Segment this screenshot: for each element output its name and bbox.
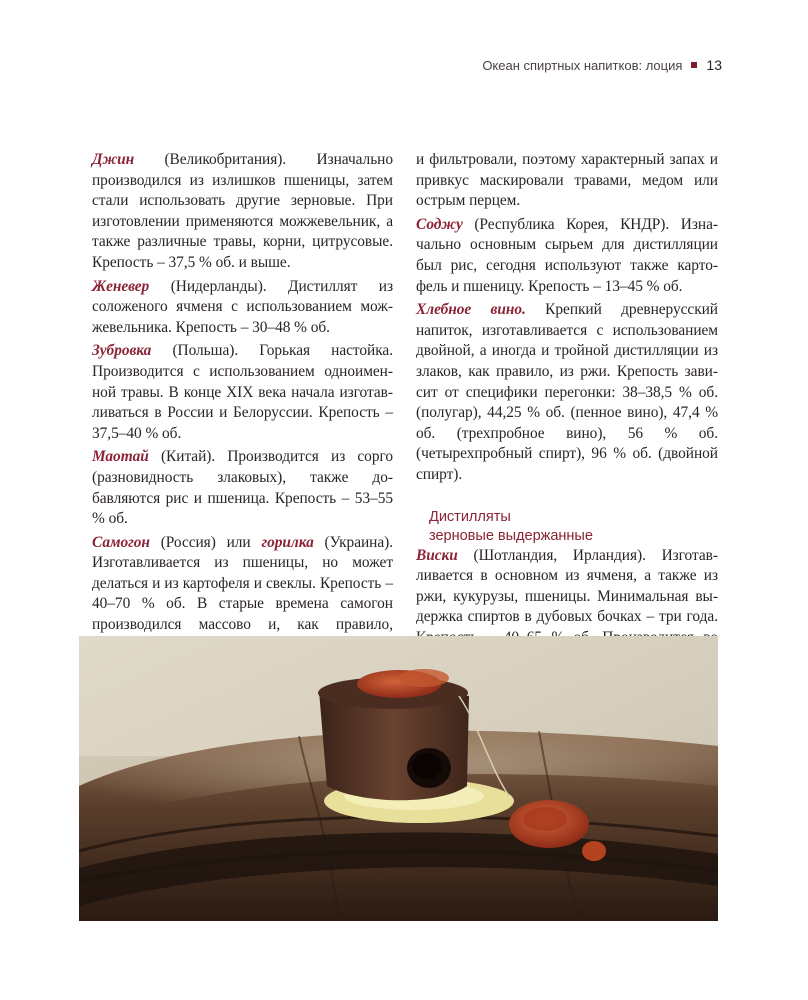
entry-term: Виски [416, 546, 458, 564]
entry-term: Маотай [92, 448, 149, 466]
entry-text: (Шотландия, Ирландия). Изготавливается в основном из ячменя, а также из ржи, кукурузы, пшеницы. Минимальная выдержка спиртов в дубовых бочках – три года. [416, 546, 718, 626]
left-column [92, 150, 393, 656]
entry-term: Джин [92, 151, 135, 168]
entry-term: горилка [261, 533, 314, 551]
section-heading-line2: зерновые выдержанные [429, 527, 593, 544]
right-column [416, 150, 718, 669]
entry-text: Крепкий древнерусский напиток, изготавливается с использованием двойной, а иногда и тройной дистилляции из злаков, как правило, из ржи. Крепость зависит от специфики перегонки: 38–38,5 % об. (полугар), 44,25 % об. (пенное вино), 47,4 % об. (трехпробное вино), 56 % об. (четырехпробный спирт), 96 % об. (двойной спирт). [416, 301, 718, 483]
entry-text: (Республика Корея, КНДР). Изначально основным сырьем для дистилляции был рис, сегодня используют также картофель и пшеницу. Крепость – 13–45 % об. [416, 215, 718, 295]
entry-zubrovka [92, 341, 393, 444]
entry-term: Самогон [92, 533, 150, 551]
entry-text: (Польша). Горькая настойка. Производится с использованием одноименной травы. В конце XIX века начала изготавливаться в России и Белоруссии. Крепость – 37,5–40 % об. [92, 342, 393, 442]
entry-continuation: и фильтровали, поэтому характерный запах и привкус маскировали травами, медом или острым перцем. [416, 151, 718, 210]
section-heading-line1: Дистилляты [429, 508, 511, 525]
entry-term: Женевер [92, 277, 150, 295]
barrel-bung-with-wax-seals-photo [79, 636, 718, 921]
running-header-title: Океан спиртных напитков: лоция [482, 57, 683, 73]
entry-soju [416, 215, 718, 297]
entry-term: Зубровка [92, 342, 152, 360]
entry-text: (Великобритания). Изначально производился из излишков пшеницы, затем стали использовать другие зерновые. При изготовлении применяются можжевельник, а также различные травы, корни, цитрусовые. Крепость – 37,5 % об. и выше. [92, 151, 393, 271]
entry-text: (Китай). Производится из сорго (разновидность злаковых), также добавляются рис и пшеница. Крепость – 53–55 % об. [92, 448, 393, 528]
entry-term: Соджу [416, 215, 463, 233]
entry-text: (Россия) или [149, 533, 262, 551]
entry-text: (Нидерланды). Дистиллят из соложеного ячменя с использованием можжевельника. Крепость – 30–48 % об. [92, 277, 393, 336]
entry-term: Хлебное вино. [416, 301, 526, 319]
bullet-square-icon [691, 62, 697, 68]
page-number: 13 [706, 57, 722, 73]
entry-bread-wine [416, 300, 718, 485]
entry-jenever [92, 277, 393, 339]
section-heading [429, 508, 718, 546]
entry-gin [92, 150, 393, 274]
running-header [482, 57, 722, 73]
entry-text: (Украина). Изготавливается из пшеницы, но может делаться и из картофеля и свеклы. Крепость – 40–70 % об. В старые времена самогон производился массово и, как правило, [92, 533, 394, 634]
entry-maotai [92, 447, 393, 529]
